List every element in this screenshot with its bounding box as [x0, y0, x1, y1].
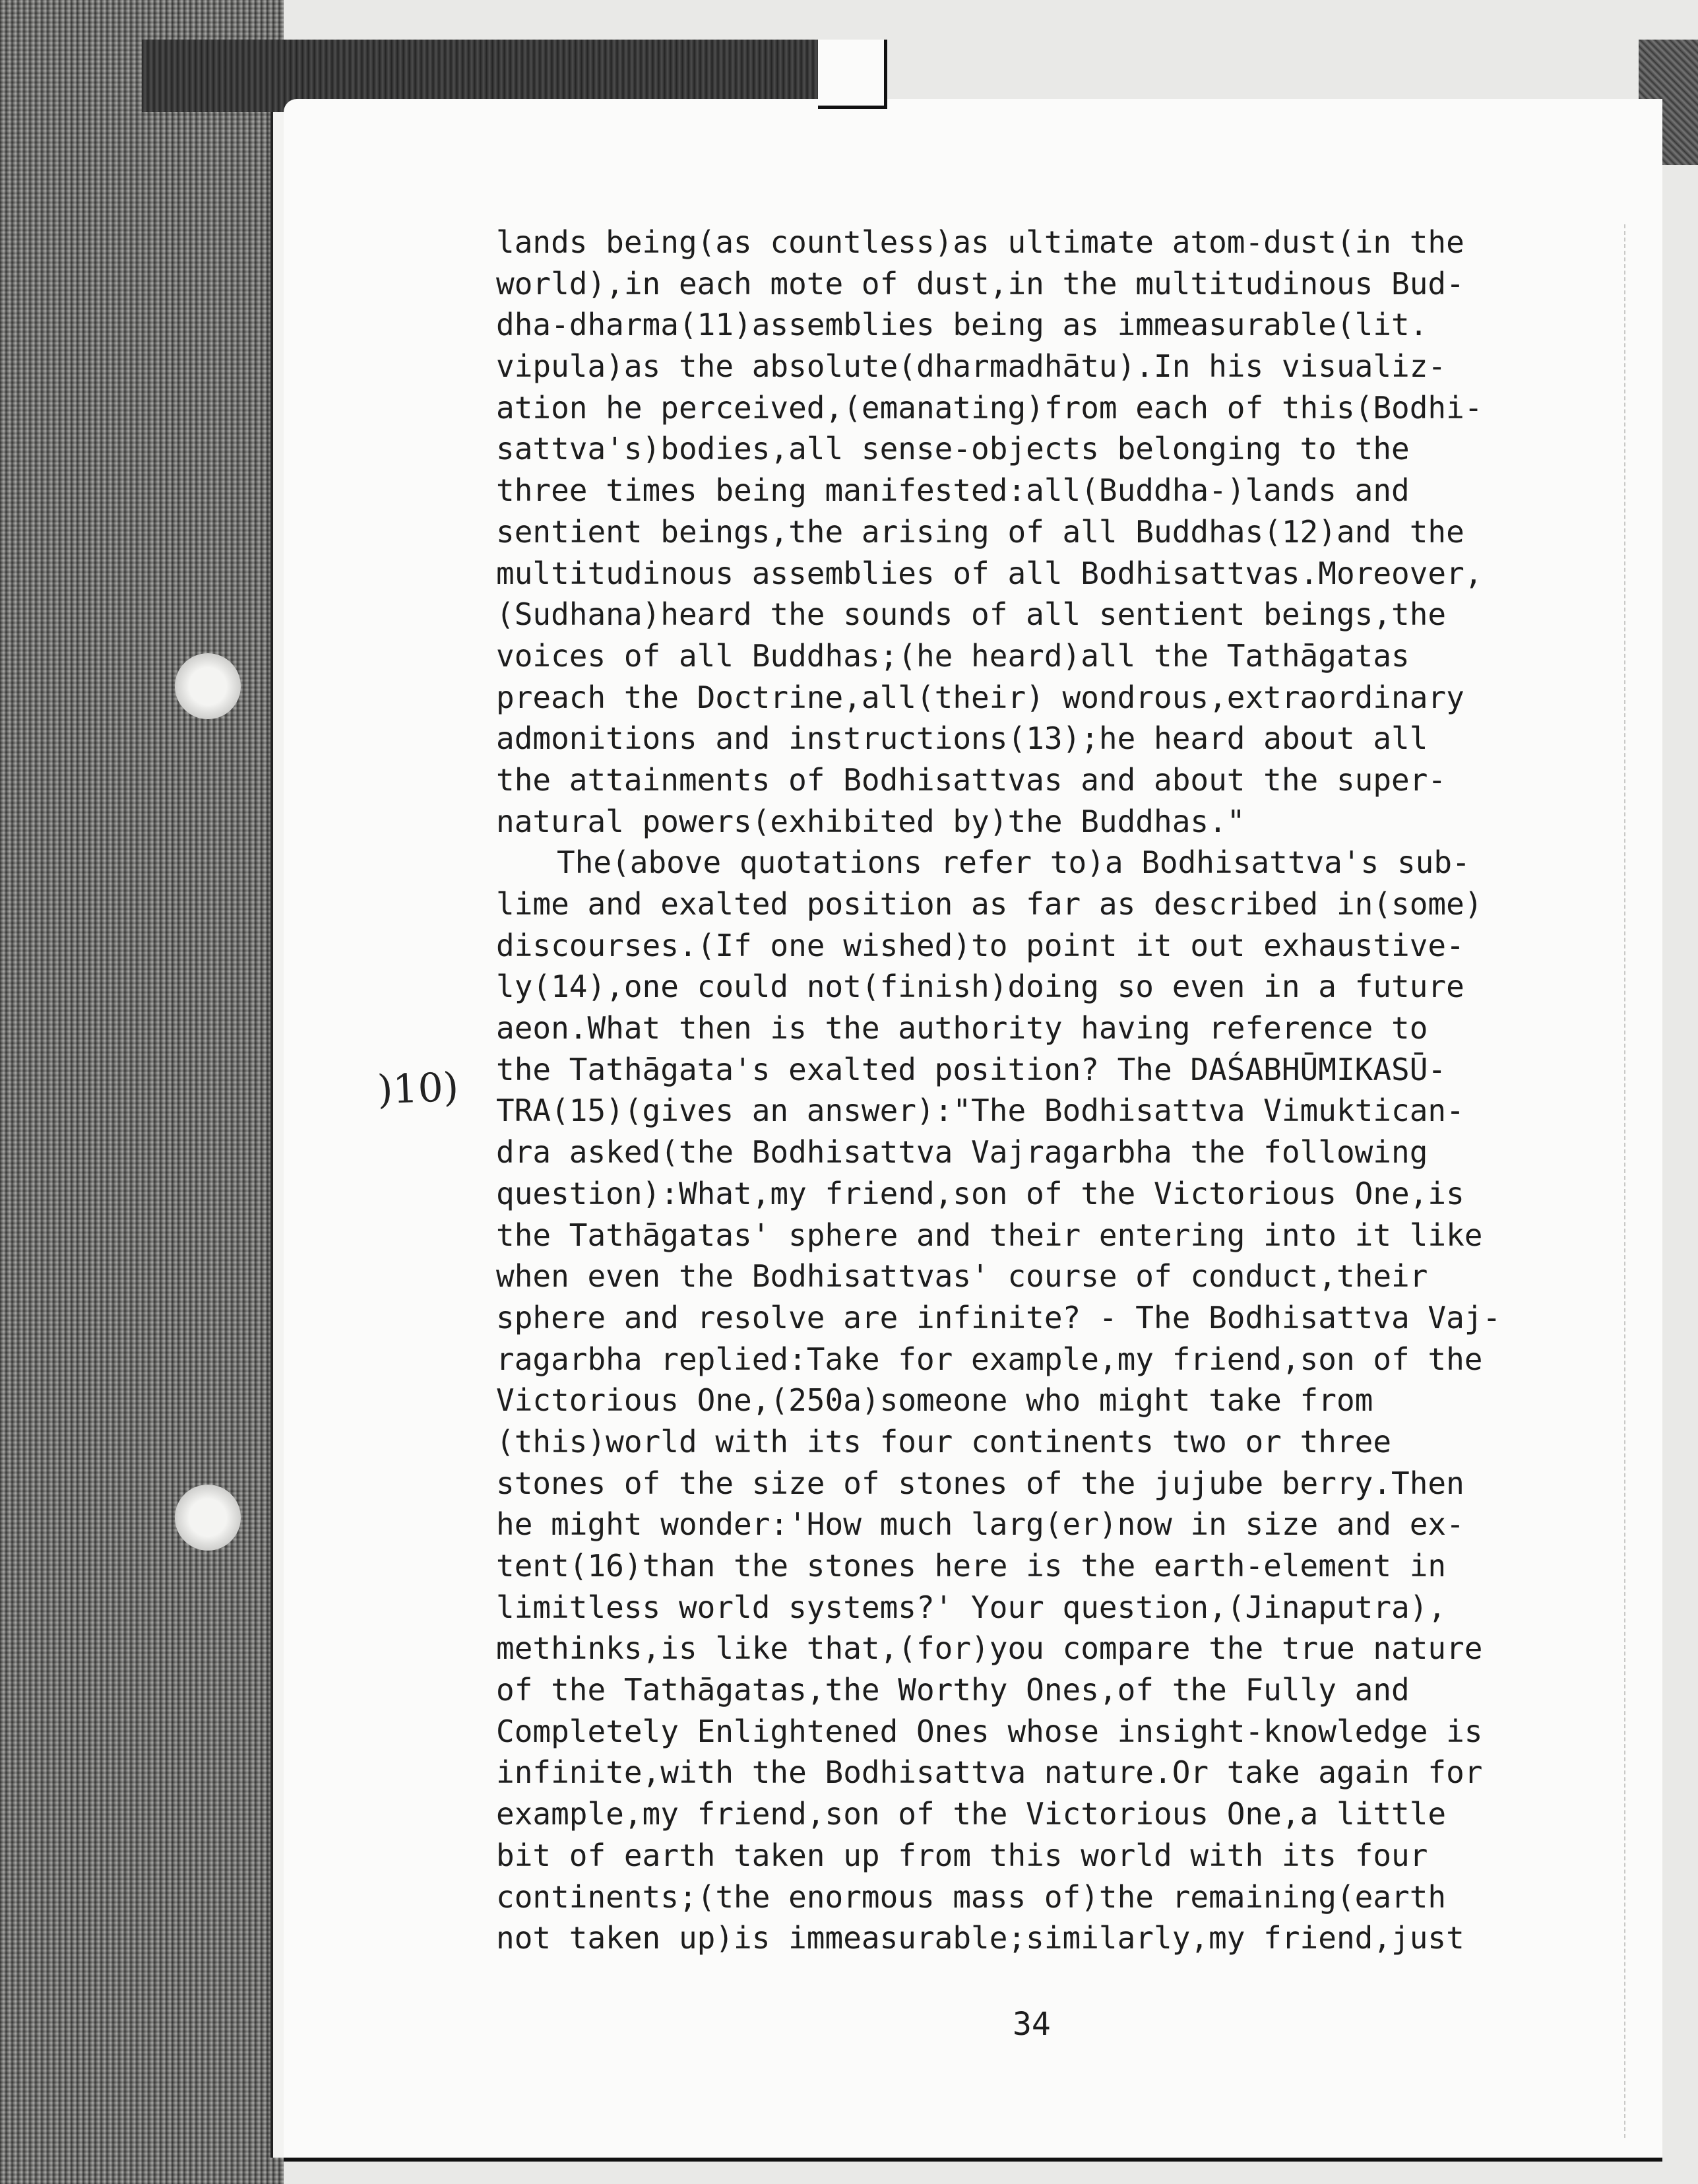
- margin-note: )10): [376, 1064, 460, 1114]
- text-line: ly(14),one could not(finish)doing so even in a future: [496, 969, 1464, 1005]
- text-line: Victorious One,(250a)someone who might take from: [496, 1382, 1373, 1419]
- text-line: continents;(the enormous mass of)the remaining(earth: [496, 1879, 1447, 1915]
- text-line: ragarbha replied:Take for example,my friend,son of the: [496, 1341, 1483, 1377]
- text-line: (Sudhana)heard the sounds of all sentient beings,the: [496, 596, 1447, 633]
- text-line: bit of earth taken up from this world with its four: [496, 1837, 1428, 1873]
- text-line: The(above quotations refer to)a Bodhisattva's sub-: [557, 845, 1470, 881]
- body-text: [496, 222, 1631, 1959]
- text-line: aeon.What then is the authority having reference to: [496, 1010, 1428, 1046]
- text-line: world),in each mote of dust,in the multitudinous Bud-: [496, 265, 1464, 302]
- text-line: multitudinous assemblies of all Bodhisattvas.Moreover,: [496, 555, 1483, 591]
- text-line: vipula)as the absolute(dharmadhātu).In his visualiz-: [496, 348, 1447, 385]
- text-line: Completely Enlightened Ones whose insight-knowledge is: [496, 1713, 1483, 1749]
- text-line: example,my friend,son of the Victorious One,a little: [496, 1796, 1447, 1832]
- page-top-tab: [818, 40, 887, 109]
- text-line: dha-dharma(11)assemblies being as immeasurable(lit.: [496, 307, 1428, 343]
- text-line: sphere and resolve are infinite? - The Bodhisattva Vaj-: [496, 1299, 1501, 1335]
- text-line: admonitions and instructions(13);he heard about all: [496, 721, 1428, 757]
- text-line: lands being(as countless)as ultimate atom-dust(in the: [496, 224, 1464, 260]
- binder-spine: [0, 0, 284, 2184]
- text-line: the attainments of Bodhisattvas and about the super-: [496, 761, 1447, 798]
- text-line: lime and exalted position as far as described in(some): [496, 886, 1483, 922]
- text-line: when even the Bodhisattvas' course of conduct,their: [496, 1258, 1428, 1295]
- text-line: discourses.(If one wished)to point it out exhaustive-: [496, 927, 1464, 963]
- binder-hole-icon: [175, 653, 241, 719]
- text-line: voices of all Buddhas;(he heard)all the Tathāgatas: [496, 637, 1410, 674]
- text-line: TRA(15)(gives an answer):"The Bodhisattva Vimuktican-: [496, 1093, 1464, 1129]
- text-line: the Tathāgata's exalted position? The DAŚABHŪMIKASŪ-: [496, 1051, 1447, 1087]
- text-line: he might wonder:'How much larg(er)now in size and ex-: [496, 1506, 1464, 1543]
- text-line: question):What,my friend,son of the Victorious One,is: [496, 1175, 1464, 1211]
- page-number: 34: [1013, 2006, 1051, 2043]
- text-line: three times being manifested:all(Buddha-)lands and: [496, 472, 1410, 509]
- text-line: stones of the size of stones of the jujube berry.Then: [496, 1465, 1464, 1501]
- text-line: limitless world systems?' Your question,(Jinaputra),: [496, 1589, 1447, 1625]
- text-line: sattva's)bodies,all sense-objects belonging to the: [496, 431, 1410, 467]
- text-line: ation he perceived,(emanating)from each of this(Bodhi-: [496, 389, 1483, 426]
- text-line: not taken up)is immeasurable;similarly,my friend,just: [496, 1920, 1464, 1956]
- text-line: sentient beings,the arising of all Buddhas(12)and the: [496, 513, 1464, 550]
- text-line: of the Tathāgatas,the Worthy Ones,of the Fully and: [496, 1672, 1410, 1708]
- text-line: methinks,is like that,(for)you compare the true nature: [496, 1630, 1483, 1667]
- binder-hole-icon: [175, 1485, 241, 1551]
- text-line: dra asked(the Bodhisattva Vajragarbha the following: [496, 1134, 1428, 1171]
- text-line: (this)world with its four continents two or three: [496, 1423, 1392, 1460]
- text-line: natural powers(exhibited by)the Buddhas.": [496, 803, 1245, 839]
- text-line: infinite,with the Bodhisattva nature.Or take again for: [496, 1754, 1483, 1791]
- text-line: preach the Doctrine,all(their) wondrous,extraordinary: [496, 679, 1464, 715]
- text-line: the Tathāgatas' sphere and their entering into it like: [496, 1217, 1483, 1253]
- text-line: tent(16)than the stones here is the earth-element in: [496, 1548, 1447, 1584]
